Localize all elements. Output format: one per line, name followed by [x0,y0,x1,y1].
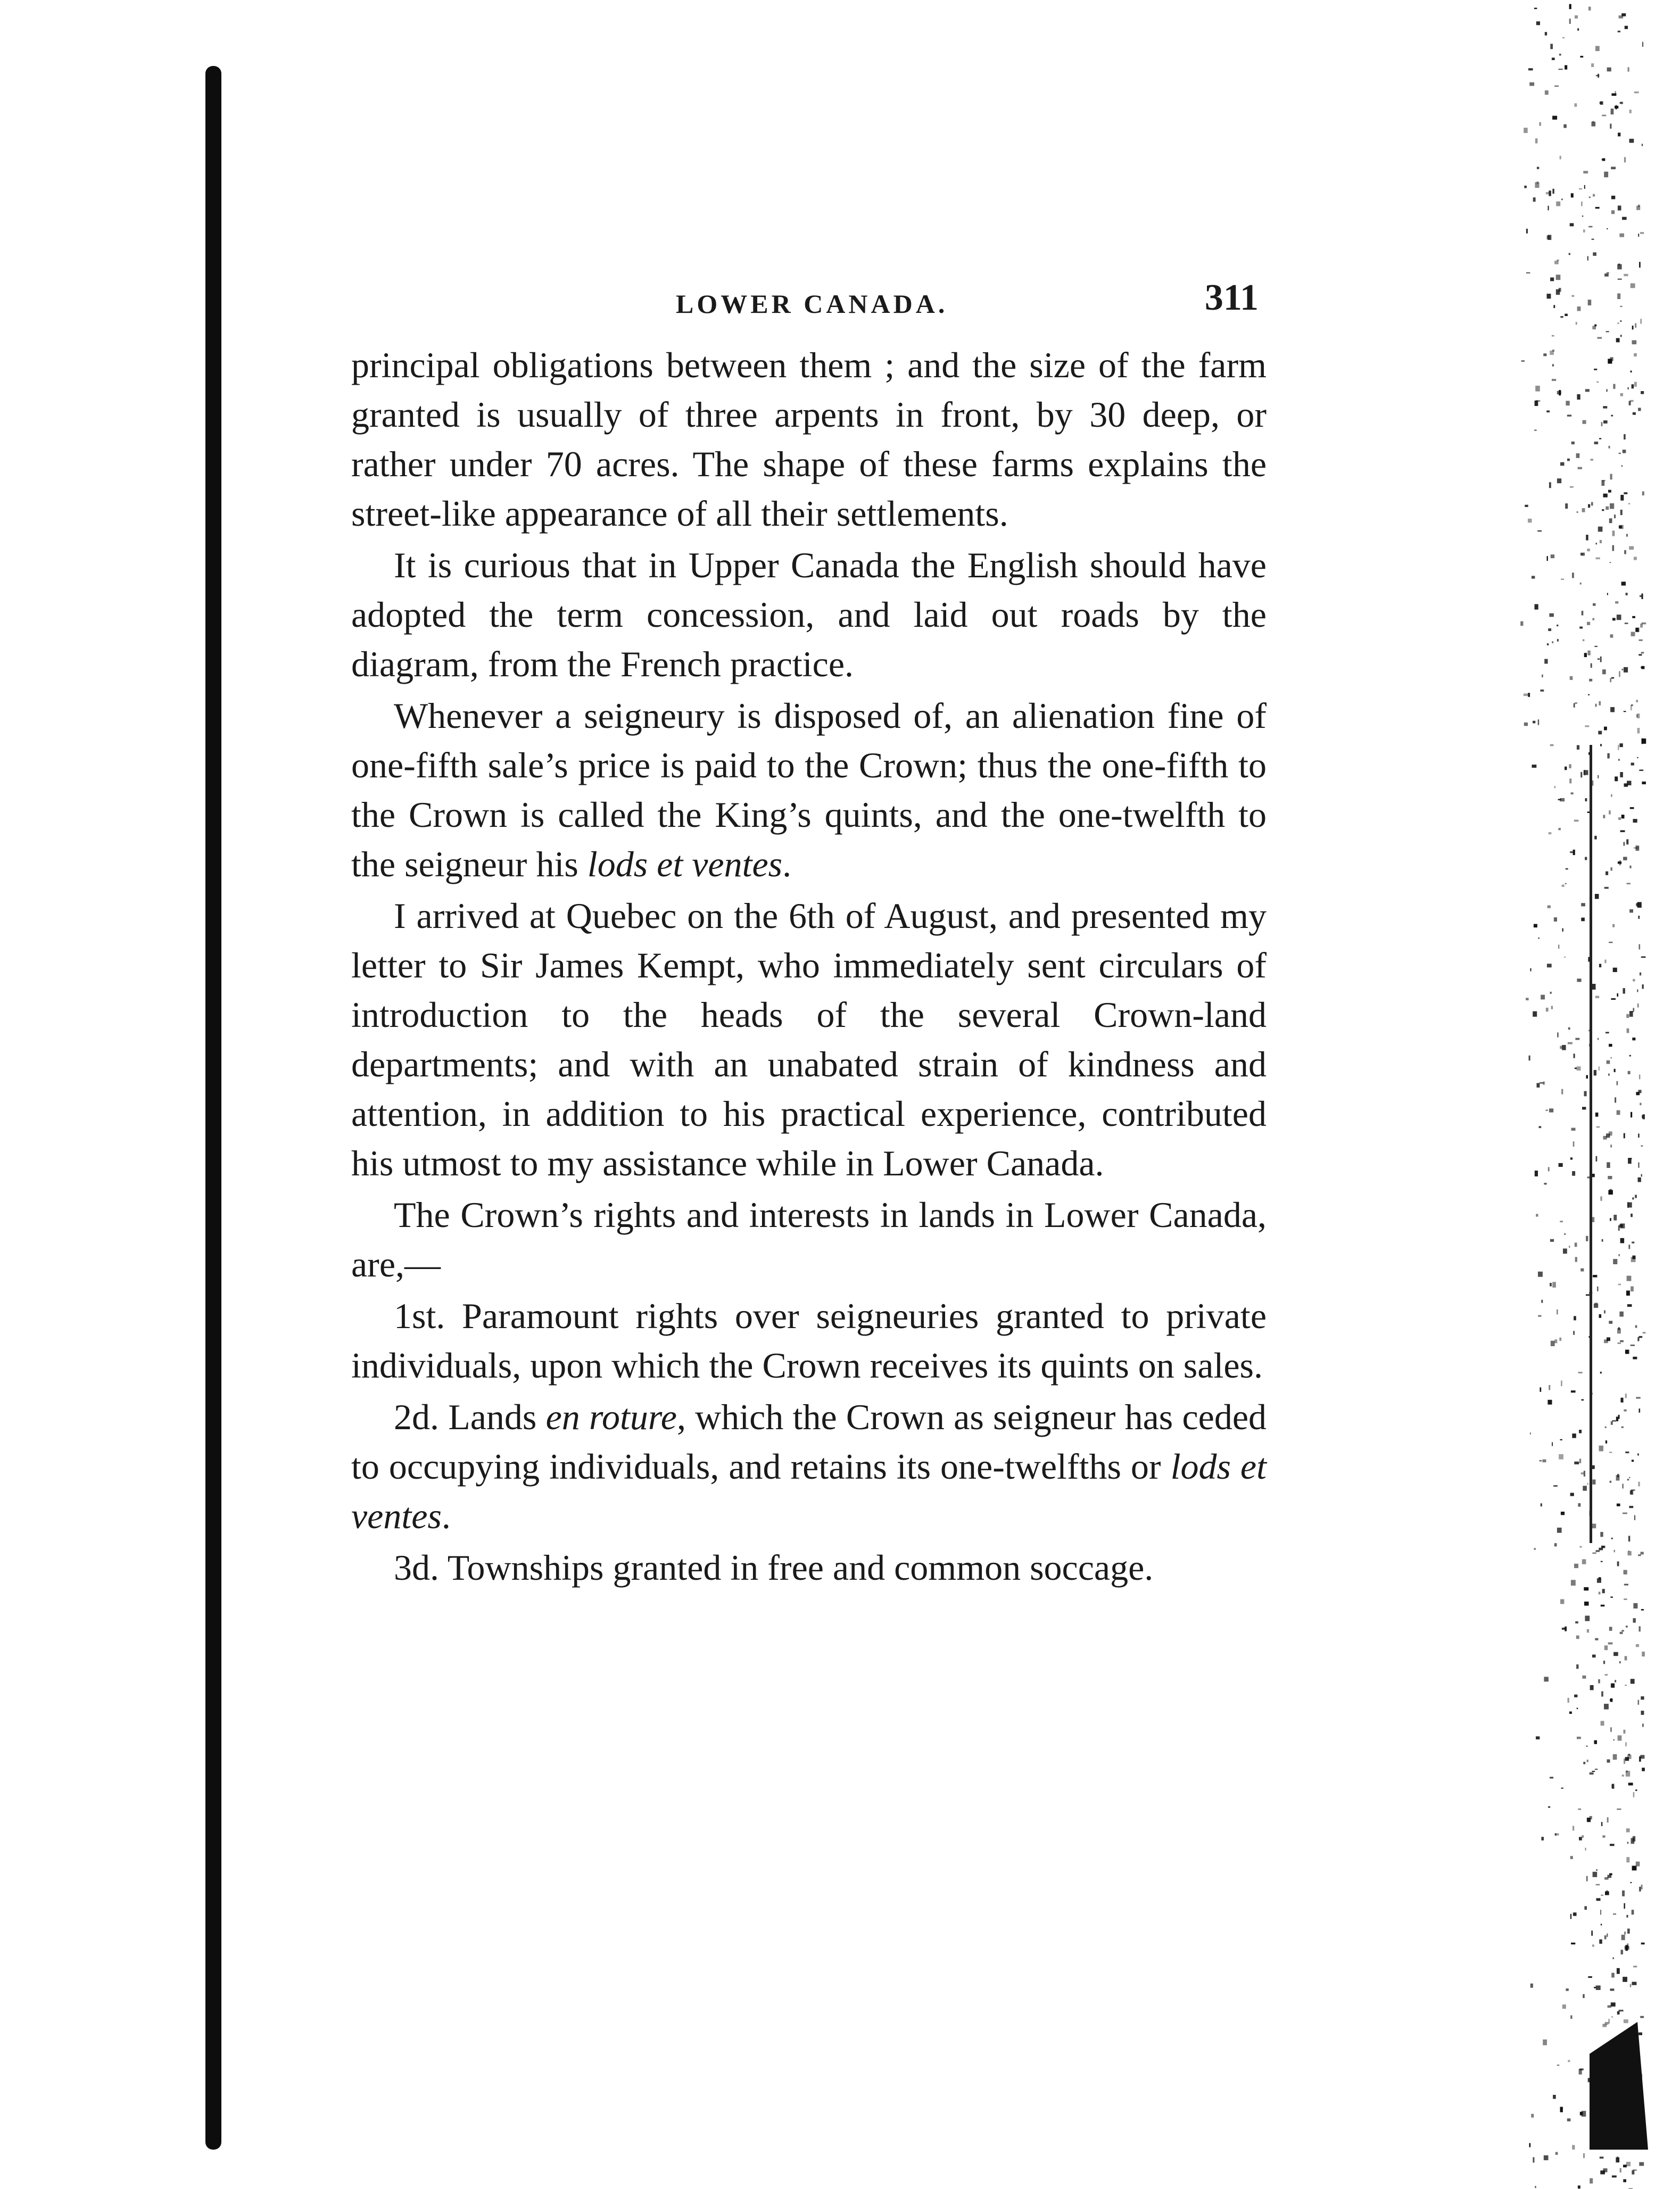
paragraph-text: The Crown’s rights and interests in lands in Lower Canada, are,— [351,1195,1267,1284]
paragraph-text: principal obligations between them ; and the size of the farm granted is usually of three arpents in front, by 30 deep, or rather under 70 acres. The shape of these farms explains the street-like appearance of all their settlements. [351,345,1267,534]
italic-term: en roture [545,1397,677,1437]
paragraph-text: I arrived at Quebec on the 6th of August, and presented my letter to Sir James Kempt, who immediately sent circulars of introduction to the heads of the several Crown-land departments; and with an unabated strain of kindness and attention, in addition to his practical experience, contributed his utmost to my assistance while in Lower Canada. [351,896,1267,1183]
paragraph [351,1392,1267,1541]
paragraph-text: It is curious that in Upper Canada the English should have adopted the term concession, and laid out roads by the diagram, from the French practice. [351,545,1267,684]
paragraph [351,541,1267,689]
paragraph-text: Whenever a seigneury is disposed of, an alienation fine of one-fifth sale’s price is paid to the Crown; thus the one-fifth to the Crown is called the King’s quints, and the one-twelfth to the seigneur his [351,695,1267,884]
paragraph [351,1543,1267,1593]
paragraph [351,891,1267,1188]
paragraph [351,691,1267,889]
paragraph-text: 2d. Lands [394,1397,546,1437]
paragraph [351,1190,1267,1289]
paragraph-text: . [441,1496,451,1536]
italic-term: lods et ventes [351,1446,1267,1536]
paragraph-text: . [782,844,792,884]
page-header [351,277,1267,325]
paragraph-text: 3d. Townships granted in free and common soccage. [394,1547,1154,1588]
paragraph [351,341,1267,538]
paragraph [351,1291,1267,1390]
italic-term: lods et ventes [587,844,783,884]
body-text [351,341,1267,1595]
paragraph-text: 1st. Paramount rights over seigneuries granted to private individuals, upon which the Crown receives its quints on sales. [351,1296,1267,1386]
page-number: 311 [1204,277,1259,318]
scan-edge-noise [1414,0,1680,2189]
binding-shadow [205,66,221,2150]
running-head: LOWER CANADA. [676,289,948,319]
paragraph-text: , which the Crown as seigneur has ceded to occupying individuals, and retains its one-twelfths or [351,1397,1267,1487]
